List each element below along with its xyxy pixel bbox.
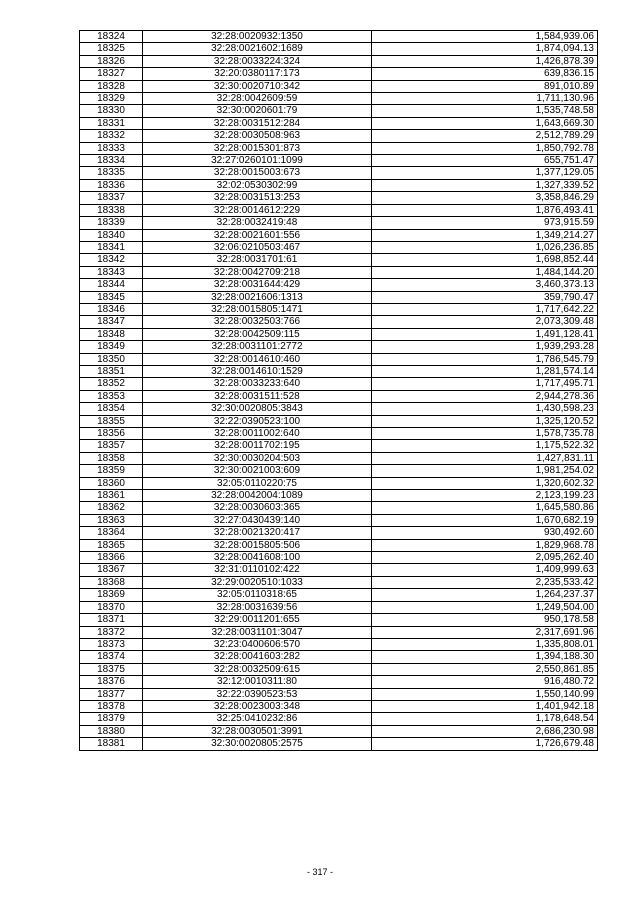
table-row (80, 353, 598, 365)
value-cell: 1,726,679.48 (372, 738, 598, 750)
value-cell: 1,249,504.00 (372, 601, 598, 613)
row-number-cell: 18352 (80, 378, 143, 390)
value-cell: 3,358,846.29 (372, 192, 598, 204)
table-row (80, 229, 598, 241)
table-row (80, 700, 598, 712)
table-row (80, 130, 598, 142)
table-row (80, 303, 598, 315)
value-cell: 2,512,789.29 (372, 130, 598, 142)
cadastral-number-cell: 32:05:0110318:65 (143, 589, 372, 601)
value-cell: 2,123,199.23 (372, 490, 598, 502)
row-number-cell: 18342 (80, 254, 143, 266)
row-number-cell: 18353 (80, 390, 143, 402)
value-cell: 1,409,999.63 (372, 564, 598, 576)
row-number-cell: 18360 (80, 477, 143, 489)
value-cell: 1,491,128.41 (372, 328, 598, 340)
value-cell: 1,178,648.54 (372, 713, 598, 725)
value-cell: 1,281,574.14 (372, 365, 598, 377)
value-cell: 973,915.59 (372, 217, 598, 229)
row-number-cell: 18361 (80, 490, 143, 502)
table-row (80, 204, 598, 216)
row-number-cell: 18355 (80, 415, 143, 427)
value-cell: 1,645,580.86 (372, 502, 598, 514)
value-cell: 1,535,748.58 (372, 105, 598, 117)
value-cell: 1,430,598.23 (372, 403, 598, 415)
table-row (80, 43, 598, 55)
row-number-cell: 18335 (80, 167, 143, 179)
cadastral-number-cell: 32:30:0020601:79 (143, 105, 372, 117)
row-number-cell: 18340 (80, 229, 143, 241)
value-cell: 1,426,878.39 (372, 55, 598, 67)
value-cell: 1,320,602.32 (372, 477, 598, 489)
row-number-cell: 18374 (80, 651, 143, 663)
cadastral-number-cell: 32:22:0390523:100 (143, 415, 372, 427)
cadastral-number-cell: 32:28:0032419:48 (143, 217, 372, 229)
row-number-cell: 18334 (80, 155, 143, 167)
row-number-cell: 18336 (80, 179, 143, 191)
row-number-cell: 18370 (80, 601, 143, 613)
cadastral-number-cell: 32:28:0015301:873 (143, 142, 372, 154)
value-cell: 1,717,495.71 (372, 378, 598, 390)
value-cell: 1,427,831.11 (372, 452, 598, 464)
value-cell: 1,874,094.13 (372, 43, 598, 55)
value-cell: 1,264,237.37 (372, 589, 598, 601)
table-row (80, 390, 598, 402)
cadastral-number-cell: 32:28:0030501:3991 (143, 725, 372, 737)
value-cell: 1,335,808.01 (372, 638, 598, 650)
value-cell: 1,026,236.85 (372, 241, 598, 253)
row-number-cell: 18366 (80, 552, 143, 564)
table-row (80, 279, 598, 291)
row-number-cell: 18372 (80, 626, 143, 638)
value-cell: 2,235,533.42 (372, 576, 598, 588)
table-row (80, 415, 598, 427)
cadastral-number-cell: 32:28:0031513:253 (143, 192, 372, 204)
value-cell: 1,550,140.99 (372, 688, 598, 700)
cadastral-number-cell: 32:28:0015805:506 (143, 539, 372, 551)
table-row (80, 539, 598, 551)
cadastral-number-cell: 32:23:0400606:570 (143, 638, 372, 650)
row-number-cell: 18346 (80, 303, 143, 315)
value-cell: 1,786,545.79 (372, 353, 598, 365)
cadastral-number-cell: 32:27:0430439:140 (143, 514, 372, 526)
value-cell: 1,327,339.52 (372, 179, 598, 191)
row-number-cell: 18367 (80, 564, 143, 576)
cadastral-value-table (79, 30, 598, 751)
table-row (80, 365, 598, 377)
value-cell: 1,349,214.27 (372, 229, 598, 241)
cadastral-number-cell: 32:28:0042709:218 (143, 266, 372, 278)
cadastral-number-cell: 32:28:0042004:1089 (143, 490, 372, 502)
value-cell: 1,643,669.30 (372, 117, 598, 129)
table-row (80, 576, 598, 588)
cadastral-number-cell: 32:28:0015805:1471 (143, 303, 372, 315)
cadastral-number-cell: 32:28:0042509:115 (143, 328, 372, 340)
table-row (80, 93, 598, 105)
table-row (80, 105, 598, 117)
table-row (80, 601, 598, 613)
value-cell: 1,578,735.78 (372, 428, 598, 440)
row-number-cell: 18379 (80, 713, 143, 725)
row-number-cell: 18362 (80, 502, 143, 514)
cadastral-number-cell: 32:28:0030508:963 (143, 130, 372, 142)
cadastral-number-cell: 32:30:0020805:3843 (143, 403, 372, 415)
cadastral-number-cell: 32:28:0021602:1689 (143, 43, 372, 55)
row-number-cell: 18337 (80, 192, 143, 204)
table-row (80, 589, 598, 601)
table-row (80, 192, 598, 204)
value-cell: 1,670,682.19 (372, 514, 598, 526)
table-row (80, 651, 598, 663)
table-row (80, 31, 598, 43)
value-cell: 1,717,642.22 (372, 303, 598, 315)
row-number-cell: 18324 (80, 31, 143, 43)
cadastral-number-cell: 32:28:0031644:429 (143, 279, 372, 291)
value-cell: 2,686,230.98 (372, 725, 598, 737)
value-cell: 3,460,373.13 (372, 279, 598, 291)
row-number-cell: 18328 (80, 80, 143, 92)
table-row (80, 552, 598, 564)
row-number-cell: 18354 (80, 403, 143, 415)
table-row (80, 638, 598, 650)
row-number-cell: 18378 (80, 700, 143, 712)
row-number-cell: 18350 (80, 353, 143, 365)
cadastral-number-cell: 32:28:0014610:1529 (143, 365, 372, 377)
table-row (80, 725, 598, 737)
cadastral-number-cell: 32:28:0042609:59 (143, 93, 372, 105)
value-cell: 2,073,309.48 (372, 316, 598, 328)
cadastral-number-cell: 32:28:0021606:1313 (143, 291, 372, 303)
row-number-cell: 18339 (80, 217, 143, 229)
row-number-cell: 18358 (80, 452, 143, 464)
value-cell: 1,484,144.20 (372, 266, 598, 278)
cadastral-number-cell: 32:27:0260101:1099 (143, 155, 372, 167)
value-cell: 916,480.72 (372, 676, 598, 688)
cadastral-number-cell: 32:28:0021601:556 (143, 229, 372, 241)
cadastral-number-cell: 32:30:0020710:342 (143, 80, 372, 92)
cadastral-number-cell: 32:28:0021320:417 (143, 527, 372, 539)
value-cell: 1,377,129.05 (372, 167, 598, 179)
value-cell: 1,175,522.32 (372, 440, 598, 452)
cadastral-number-cell: 32:28:0032509:615 (143, 663, 372, 675)
row-number-cell: 18375 (80, 663, 143, 675)
table-row (80, 490, 598, 502)
row-number-cell: 18356 (80, 428, 143, 440)
table-row (80, 502, 598, 514)
table-row (80, 527, 598, 539)
value-cell: 359,790.47 (372, 291, 598, 303)
row-number-cell: 18380 (80, 725, 143, 737)
table-row (80, 266, 598, 278)
table-row (80, 80, 598, 92)
row-number-cell: 18327 (80, 68, 143, 80)
table-row (80, 440, 598, 452)
row-number-cell: 18331 (80, 117, 143, 129)
cadastral-number-cell: 32:28:0030603:365 (143, 502, 372, 514)
row-number-cell: 18376 (80, 676, 143, 688)
cadastral-number-cell: 32:28:0033233:640 (143, 378, 372, 390)
value-cell: 930,492.60 (372, 527, 598, 539)
row-number-cell: 18329 (80, 93, 143, 105)
cadastral-number-cell: 32:30:0030204:503 (143, 452, 372, 464)
value-cell: 2,550,861.85 (372, 663, 598, 675)
value-cell: 655,751.47 (372, 155, 598, 167)
cadastral-number-cell: 32:20:0380117:173 (143, 68, 372, 80)
cadastral-number-cell: 32:25:0410232:86 (143, 713, 372, 725)
row-number-cell: 18333 (80, 142, 143, 154)
row-number-cell: 18373 (80, 638, 143, 650)
row-number-cell: 18369 (80, 589, 143, 601)
cadastral-number-cell: 32:28:0031512:284 (143, 117, 372, 129)
table-row (80, 341, 598, 353)
row-number-cell: 18357 (80, 440, 143, 452)
value-cell: 1,394,188.30 (372, 651, 598, 663)
cadastral-number-cell: 32:28:0014612:229 (143, 204, 372, 216)
table-row (80, 614, 598, 626)
table-row (80, 291, 598, 303)
value-cell: 891,010.89 (372, 80, 598, 92)
row-number-cell: 18381 (80, 738, 143, 750)
value-cell: 1,698,852.44 (372, 254, 598, 266)
table-row (80, 241, 598, 253)
cadastral-number-cell: 32:02:0530302:99 (143, 179, 372, 191)
cadastral-number-cell: 32:28:0015003:673 (143, 167, 372, 179)
cadastral-number-cell: 32:28:0041608:100 (143, 552, 372, 564)
row-number-cell: 18348 (80, 328, 143, 340)
cadastral-number-cell: 32:05:0110220:75 (143, 477, 372, 489)
table-row (80, 68, 598, 80)
value-cell: 1,829,968.78 (372, 539, 598, 551)
table-row (80, 403, 598, 415)
row-number-cell: 18351 (80, 365, 143, 377)
table-row (80, 452, 598, 464)
row-number-cell: 18377 (80, 688, 143, 700)
page-number: - 317 - (306, 867, 333, 877)
value-cell: 1,981,254.02 (372, 465, 598, 477)
cadastral-number-cell: 32:29:0020510:1033 (143, 576, 372, 588)
cadastral-number-cell: 32:28:0031101:3047 (143, 626, 372, 638)
cadastral-number-cell: 32:28:0031639:56 (143, 601, 372, 613)
row-number-cell: 18344 (80, 279, 143, 291)
row-number-cell: 18338 (80, 204, 143, 216)
table-row (80, 738, 598, 750)
cadastral-number-cell: 32:28:0041603:282 (143, 651, 372, 663)
row-number-cell: 18326 (80, 55, 143, 67)
cadastral-number-cell: 32:28:0031101:2772 (143, 341, 372, 353)
cadastral-number-cell: 32:30:0021003:609 (143, 465, 372, 477)
cadastral-number-cell: 32:28:0031511:528 (143, 390, 372, 402)
table-row (80, 167, 598, 179)
row-number-cell: 18347 (80, 316, 143, 328)
table-row (80, 179, 598, 191)
row-number-cell: 18325 (80, 43, 143, 55)
value-cell: 2,944,278.36 (372, 390, 598, 402)
value-cell: 1,876,493.41 (372, 204, 598, 216)
table-row (80, 254, 598, 266)
row-number-cell: 18359 (80, 465, 143, 477)
row-number-cell: 18341 (80, 241, 143, 253)
table-row (80, 328, 598, 340)
table-row (80, 142, 598, 154)
value-cell: 639,836.15 (372, 68, 598, 80)
value-cell: 1,939,293.28 (372, 341, 598, 353)
row-number-cell: 18371 (80, 614, 143, 626)
row-number-cell: 18330 (80, 105, 143, 117)
cadastral-number-cell: 32:28:0014610:460 (143, 353, 372, 365)
cadastral-number-cell: 32:28:0032503:766 (143, 316, 372, 328)
row-number-cell: 18364 (80, 527, 143, 539)
table-row (80, 663, 598, 675)
table-row (80, 676, 598, 688)
value-cell: 950,178.58 (372, 614, 598, 626)
table-row (80, 564, 598, 576)
table-body (80, 31, 598, 751)
cadastral-number-cell: 32:28:0033224:324 (143, 55, 372, 67)
cadastral-number-cell: 32:28:0020932:1350 (143, 31, 372, 43)
table-row (80, 514, 598, 526)
cadastral-number-cell: 32:30:0020805:2575 (143, 738, 372, 750)
row-number-cell: 18345 (80, 291, 143, 303)
cadastral-number-cell: 32:28:0031701:61 (143, 254, 372, 266)
table-row (80, 428, 598, 440)
table-row (80, 217, 598, 229)
value-cell: 1,711,130.96 (372, 93, 598, 105)
value-cell: 1,325,120.52 (372, 415, 598, 427)
value-cell: 1,850,792.78 (372, 142, 598, 154)
row-number-cell: 18343 (80, 266, 143, 278)
value-cell: 2,317,691.96 (372, 626, 598, 638)
table-row (80, 117, 598, 129)
table-row (80, 688, 598, 700)
row-number-cell: 18332 (80, 130, 143, 142)
table-row (80, 626, 598, 638)
row-number-cell: 18349 (80, 341, 143, 353)
value-cell: 1,401,942.18 (372, 700, 598, 712)
table-row (80, 713, 598, 725)
table-row (80, 465, 598, 477)
row-number-cell: 18365 (80, 539, 143, 551)
cadastral-number-cell: 32:28:0023003:348 (143, 700, 372, 712)
table-row (80, 55, 598, 67)
table-row (80, 316, 598, 328)
row-number-cell: 18363 (80, 514, 143, 526)
cadastral-number-cell: 32:12:0010311:80 (143, 676, 372, 688)
cadastral-number-cell: 32:31:0110102:422 (143, 564, 372, 576)
cadastral-number-cell: 32:22:0390523:53 (143, 688, 372, 700)
table-row (80, 477, 598, 489)
cadastral-number-cell: 32:28:0011002:640 (143, 428, 372, 440)
value-cell: 2,095,262.40 (372, 552, 598, 564)
cadastral-number-cell: 32:29:0011201:655 (143, 614, 372, 626)
row-number-cell: 18368 (80, 576, 143, 588)
cadastral-number-cell: 32:06:0210503:467 (143, 241, 372, 253)
table-row (80, 378, 598, 390)
table-row (80, 155, 598, 167)
cadastral-number-cell: 32:28:0011702:195 (143, 440, 372, 452)
value-cell: 1,584,939.06 (372, 31, 598, 43)
